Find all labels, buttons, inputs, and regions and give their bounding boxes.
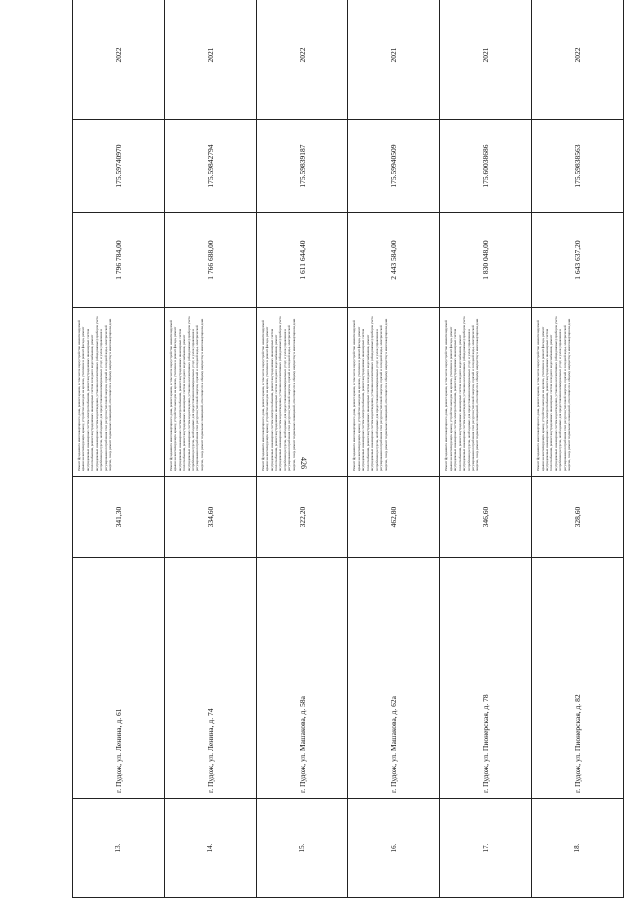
house-area: 334,60 (164, 477, 256, 558)
repair-cost: 1 796 784,00 (73, 213, 165, 308)
repair-year: 2021 (164, 0, 256, 120)
house-area: 328,60 (532, 477, 624, 558)
repair-cost: 1 643 637,20 (532, 213, 624, 308)
capital-repair-table (72, 47, 624, 898)
repair-year: 2022 (256, 0, 348, 120)
table-row (73, 0, 165, 898)
table-row (440, 0, 532, 898)
house-address: г. Пудож, ул. Пионерская, д. 82 (532, 558, 624, 799)
repair-year: 2022 (532, 0, 624, 120)
repair-cost: 1 611 644,40 (256, 213, 348, 308)
house-code: 175.59740970 (73, 120, 165, 213)
page-number: 426 (299, 457, 309, 469)
repair-works: Ремонт фундамента многоквартирного дома, ремонт крыши, в том числе переустройство невентилируемой крыши на вентилируемую крышу, устройство выходов на кровлю, утепление и ремонт фасада, ремонт внутридомовых инженерных систем электроснабжения, ремонт внутридомовых инженерных систем теплоснабжения, ремонт внутридомовых инженерных систем холодного водоснабжения, ремонт внутридомовых инженерных систем водоотведения, установка коллективных (общедомовых) приборов учета потребления ресурсов, необходимых для предоставления коммунальных услуг, и узлов управления и регулирования потребления этих ресурсов (тепловой энергии, горячей и холодной воды, электрической энергии, газа), ремонт подвальных помещений, относящихся к общему имуществу в многоквартирном доме (256, 308, 348, 477)
table-row (164, 0, 256, 898)
row-number: 18. (532, 799, 624, 898)
repair-cost: 2 443 584,00 (348, 213, 440, 308)
house-address: г. Пудож, ул. Машакова, д. 58а (256, 558, 348, 799)
house-code: 175.60038686 (440, 120, 532, 213)
house-address: г. Пудож, ул. Машакова, д. 62а (348, 558, 440, 799)
repair-works: Ремонт фундамента многоквартирного дома, ремонт крыши, в том числе переустройство невентилируемой крыши на вентилируемую крышу, устройство выходов на кровлю, утепление и ремонт фасада, ремонт внутридомовых инженерных систем электроснабжения, ремонт внутридомовых инженерных систем теплоснабжения, ремонт внутридомовых инженерных систем холодного водоснабжения, ремонт внутридомовых инженерных систем водоотведения, установка коллективных (общедомовых) приборов учета потребления ресурсов, необходимых для предоставления коммунальных услуг, и узлов управления и регулирования потребления этих ресурсов (тепловой энергии, горячей и холодной воды, электрической энергии, газа), ремонт подвальных помещений, относящихся к общему имуществу в многоквартирном доме (164, 308, 256, 477)
repair-works: Ремонт фундамента многоквартирного дома, ремонт крыши, в том числе переустройство невентилируемой крыши на вентилируемую крышу, устройство выходов на кровлю, утепление и ремонт фасада, ремонт внутридомовых инженерных систем электроснабжения, ремонт внутридомовых инженерных систем теплоснабжения, ремонт внутридомовых инженерных систем холодного водоснабжения, ремонт внутридомовых инженерных систем водоотведения, установка коллективных (общедомовых) приборов учета потребления ресурсов, необходимых для предоставления коммунальных услуг, и узлов управления и регулирования потребления этих ресурсов (тепловой энергии, горячей и холодной воды, электрической энергии, газа), ремонт подвальных помещений, относящихся к общему имуществу в многоквартирном доме (440, 308, 532, 477)
house-address: г. Пудож, ул. Пионерская, д. 78 (440, 558, 532, 799)
row-number: 17. (440, 799, 532, 898)
house-area: 341,30 (73, 477, 165, 558)
row-number: 13. (73, 799, 165, 898)
repair-cost: 1 766 688,00 (164, 213, 256, 308)
row-number: 14. (164, 799, 256, 898)
house-code: 175.59838563 (532, 120, 624, 213)
repair-works: Ремонт фундамента многоквартирного дома, ремонт крыши, в том числе переустройство невентилируемой крыши на вентилируемую крышу, устройство выходов на кровлю, утепление и ремонт фасада, ремонт внутридомовых инженерных систем электроснабжения, ремонт внутридомовых инженерных систем теплоснабжения, ремонт внутридомовых инженерных систем холодного водоснабжения, ремонт внутридомовых инженерных систем водоотведения, установка коллективных (общедомовых) приборов учета потребления ресурсов, необходимых для предоставления коммунальных услуг, и узлов управления и регулирования потребления этих ресурсов (тепловой энергии, горячей и холодной воды, электрической энергии, газа), ремонт подвальных помещений, относящихся к общему имуществу в многоквартирном доме (348, 308, 440, 477)
repair-year: 2022 (73, 0, 165, 120)
row-number: 15. (256, 799, 348, 898)
table-row (532, 0, 624, 898)
repair-cost: 1 830 048,00 (440, 213, 532, 308)
house-code: 175.59842794 (164, 120, 256, 213)
repair-year: 2021 (348, 0, 440, 120)
repair-works: Ремонт фундамента многоквартирного дома, ремонт крыши, в том числе переустройство невентилируемой крыши на вентилируемую крышу, устройство выходов на кровлю, утепление и ремонт фасада, ремонт внутридомовых инженерных систем электроснабжения, ремонт внутридомовых инженерных систем теплоснабжения, ремонт внутридомовых инженерных систем холодного водоснабжения, ремонт внутридомовых инженерных систем водоотведения, установка коллективных (общедомовых) приборов учета потребления ресурсов, необходимых для предоставления коммунальных услуг, и узлов управления и регулирования потребления этих ресурсов (тепловой энергии, горячей и холодной воды, электрической энергии, газа), ремонт подвальных помещений, относящихся к общему имуществу в многоквартирном доме (73, 308, 165, 477)
repair-list-table (72, 0, 624, 898)
house-area: 346,60 (440, 477, 532, 558)
row-number: 16. (348, 799, 440, 898)
house-address: г. Пудож, ул. Ленина, д. 74 (164, 558, 256, 799)
table-row (256, 0, 348, 898)
repair-year: 2021 (440, 0, 532, 120)
repair-works: Ремонт фундамента многоквартирного дома, ремонт крыши, в том числе переустройство невентилируемой крыши на вентилируемую крышу, устройство выходов на кровлю, утепление и ремонт фасада, ремонт внутридомовых инженерных систем электроснабжения, ремонт внутридомовых инженерных систем теплоснабжения, ремонт внутридомовых инженерных систем холодного водоснабжения, ремонт внутридомовых инженерных систем водоотведения, установка коллективных (общедомовых) приборов учета потребления ресурсов, необходимых для предоставления коммунальных услуг, и узлов управления и регулирования потребления этих ресурсов (тепловой энергии, горячей и холодной воды, электрической энергии, газа), ремонт подвальных помещений, относящихся к общему имуществу в многоквартирном доме (532, 308, 624, 477)
house-area: 322,20 (256, 477, 348, 558)
house-address: г. Пудож, ул. Ленина, д. 61 (73, 558, 165, 799)
table-row (348, 0, 440, 898)
house-code: 175.59940509 (348, 120, 440, 213)
house-area: 462,80 (348, 477, 440, 558)
house-code: 175.59839187 (256, 120, 348, 213)
